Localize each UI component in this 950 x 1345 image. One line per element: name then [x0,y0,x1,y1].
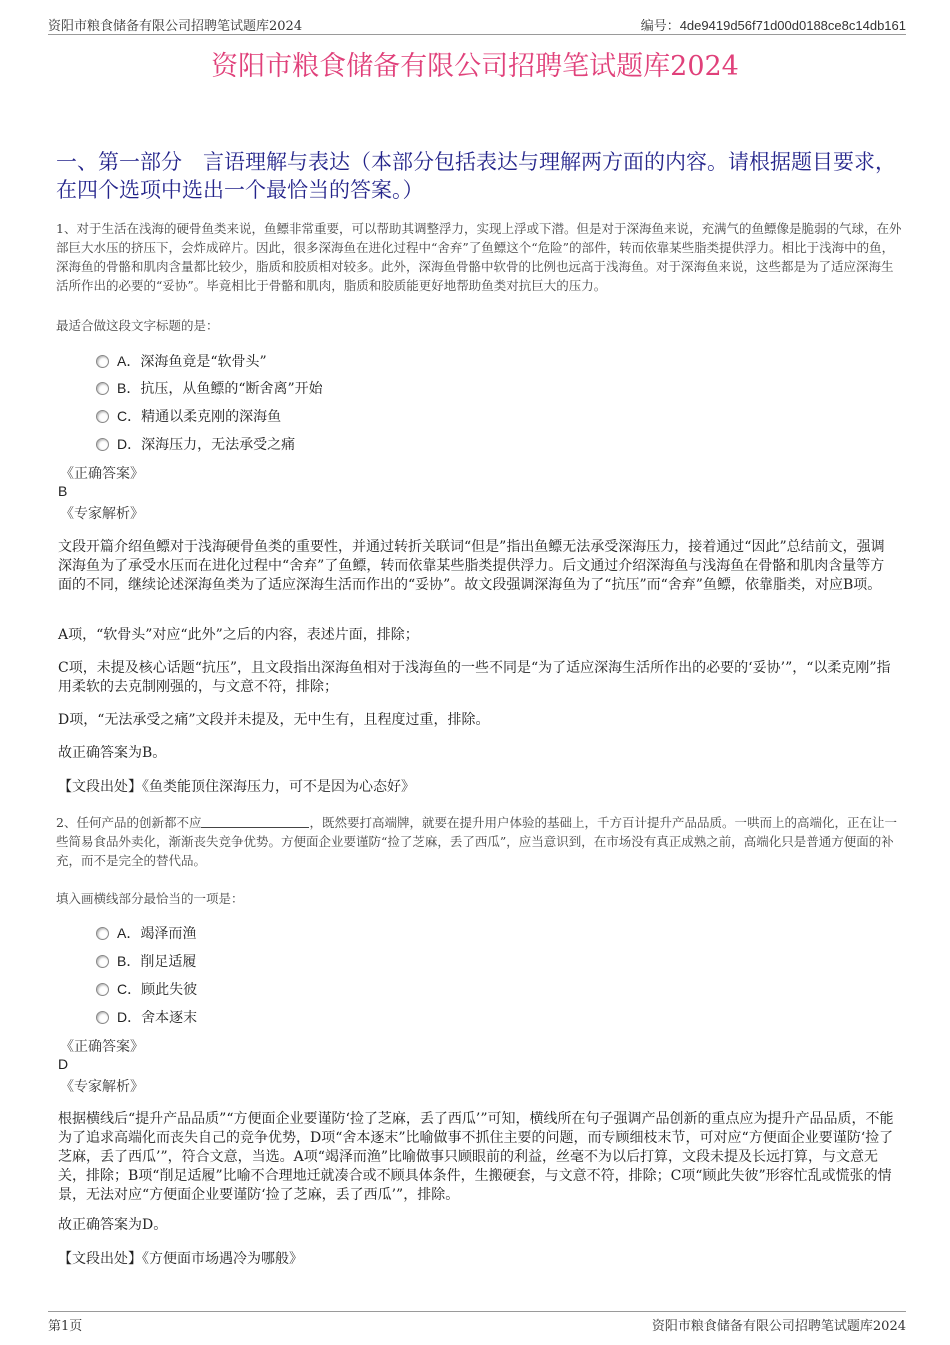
q1-answer: B [58,483,68,499]
q1-analysis-paragraph: A项，“软骨头”对应“此外”之后的内容，表述片面，排除； [58,627,419,643]
q1-option-c[interactable]: C．精通以柔克刚的深海鱼 [96,406,281,428]
header-doc-id: 编号：4de9419d56f71d00d0188ce8c14db161 [640,18,906,33]
radio-icon[interactable] [96,1011,109,1024]
q1-analysis-paragraph: D项，“无法承受之痛”文段并未提及，无中生有，且程度过重，排除。 [58,712,490,728]
q1-option-b[interactable]: B．抗压，从鱼鳔的“断舍离”开始 [96,378,323,400]
q1-option-d[interactable]: D．深海压力，无法承受之痛 [96,434,295,456]
q2-analysis-paragraph: 故正确答案为D。 [58,1217,168,1233]
q2-answer-label: 《正确答案》 [60,1039,144,1055]
q2-prompt: 填入画横线部分最恰当的一项是： [56,891,244,906]
header-doc-title: 资阳市粮食储备有限公司招聘笔试题库2024 [48,19,303,34]
q2-analysis-label: 《专家解析》 [60,1079,144,1095]
q2-option-d[interactable]: D．舍本逐末 [96,1007,197,1029]
q1-prompt: 最适合做这段文字标题的是： [56,318,219,333]
q1-analysis-label: 《专家解析》 [60,506,144,522]
radio-icon[interactable] [96,382,109,395]
radio-icon[interactable] [96,983,109,996]
q1-source: 【文段出处】《鱼类能顶住深海压力，可不是因为心态好》 [58,779,415,795]
q2-option-b[interactable]: B．削足适履 [96,951,196,973]
radio-icon[interactable] [96,955,109,968]
q2-passage: 2、任何产品的创新都不应 ，既然要打高端牌，就要在提升用户体验的基础上，千方百计提升产品品质。一哄而上的高端化，正在让一些简易食品外卖化，渐渐丧失竞争优势。方便面企业要谨防“捡了芝麻，丢了西瓜”，应当意识到，在市场没有真正成熟之前，高端化只是普通方便面的补充，而不是完全的替代品。 [56,815,897,868]
q2-option-c[interactable]: C．顾此失彼 [96,979,197,1001]
radio-icon[interactable] [96,438,109,451]
q2-analysis-paragraph: 根据横线后“提升产品品质”“方便面企业要谨防‘捡了芝麻，丢了西瓜’”可知，横线所在句子强调产品创新的重点应为提升产品品质，不能为了追求高端化而丧失自己的竞争优势，D项“舍本逐末”比喻做事不抓住主要的问题，而专顾细枝末节，可对应“方便面企业要谨防‘捡了芝麻，丢了西瓜’”，符合文意，当选。A项“竭泽而渔”比喻做事只顾眼前的利益，丝毫不为以后打算，文段未提及长远打算，与文意无关，排除；B项“削足适履”比喻不合理地迁就凑合或不顾具体条件，生搬硬套，与文意不符，排除；C项“顾此失彼”形容忙乱或慌张的情景，无法对应“方便面企业要谨防‘捡了芝麻，丢了西瓜’”，排除。 [58,1111,894,1203]
fill-blank [201,815,309,828]
q1-analysis-paragraph: 故正确答案为B。 [58,745,167,761]
radio-icon[interactable] [96,410,109,423]
page-header [48,14,906,35]
q1-passage: 1、对于生活在浅海的硬骨鱼类来说，鱼鳔非常重要，可以帮助其调整浮力，实现上浮或下潜。但是对于深海鱼来说，充满气的鱼鳔像是脆弱的气球，在外部巨大水压的挤压下，会炸成碎片。因此，很多深海鱼在进化过程中“舍弃”了鱼鳔这个“危险”的部件，转而依靠某些脂类提供浮力。相比于浅海中的鱼，深海鱼的骨骼和肌肉含量都比较少，脂质和胶质相对较多。此外，深海鱼骨骼中软骨的比例也远高于浅海鱼。对于深海鱼来说，这些都是为了适应深海生活所作出的必要的“妥协”。毕竟相比于骨骼和肌肉，脂质和胶质能更好地帮助鱼类对抗巨大的压力。 [56,221,902,293]
page-footer [48,1311,906,1334]
radio-icon[interactable] [96,927,109,940]
page-number: 第1页 [48,1319,83,1334]
q1-analysis-paragraph: C项，未提及核心话题“抗压”，且文段指出深海鱼相对于浅海鱼的一些不同是“为了适应深海生活所作出的必要的‘妥协’”，“以柔克刚”指用柔软的去克制刚强的，与文意不符，排除； [58,660,891,695]
q2-source: 【文段出处】《方便面市场遇冷为哪般》 [58,1251,303,1267]
q1-option-a[interactable]: A．深海鱼竟是“软骨头” [96,351,267,373]
q1-answer-label: 《正确答案》 [60,466,144,482]
section-heading: 一、第一部分 言语理解与表达（本部分包括表达与理解两方面的内容。请根据题目要求，在四个选项中选出一个最恰当的答案。） [56,150,896,202]
q2-option-a[interactable]: A．竭泽而渔 [96,923,196,945]
q2-answer: D [58,1056,69,1072]
radio-icon[interactable] [96,355,109,368]
footer-doc-title: 资阳市粮食储备有限公司招聘笔试题库2024 [651,1319,906,1334]
q1-analysis-paragraph: 文段开篇介绍鱼鳔对于浅海硬骨鱼类的重要性，并通过转折关联词“但是”指出鱼鳔无法承受深海压力，接着通过“因此”总结前文，强调深海鱼为了承受水压而在进化过程中“舍弃”了鱼鳔，转而依靠某些脂类提供浮力。后文通过介绍深海鱼与浅海鱼在骨骼和肌肉含量等方面的不同，继续论述深海鱼类为了适应深海生活而作出的“妥协”。故文段强调深海鱼为了“抗压”而“舍弃”鱼鳔，依靠脂类，对应B项。 [58,539,885,593]
page-title: 资阳市粮食储备有限公司招聘笔试题库2024 [211,51,739,82]
